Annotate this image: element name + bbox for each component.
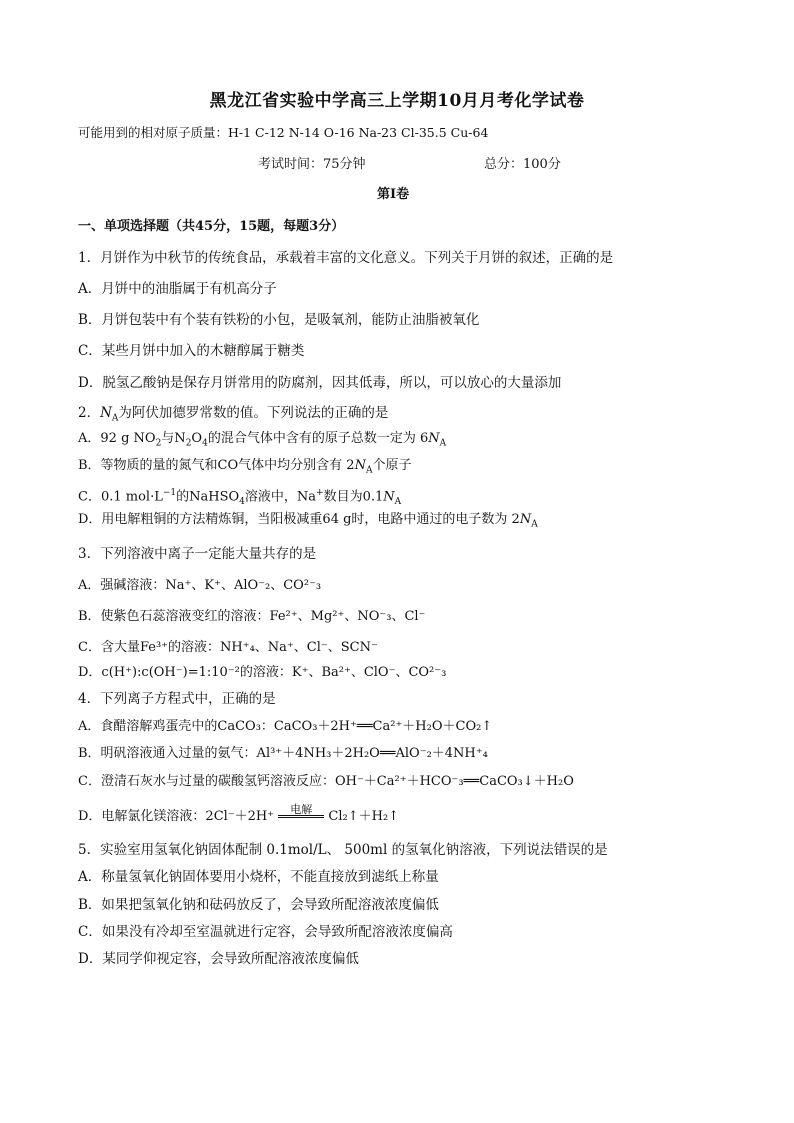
volume-label: 第I卷 (377, 187, 410, 202)
q4-option-a: A．食醋溶解鸡蛋壳中的CaCO₃：CaCO₃＋2H⁺══Ca²⁺＋H₂O＋CO₂↑ (78, 719, 493, 734)
q2-c-post: 溶液中，Na (244, 489, 317, 505)
na-symbol: N (354, 458, 366, 473)
na-subscript: A (394, 496, 402, 507)
q2-option-c: C．0.1 $mol\cdot L^{-1}$的NaHSO$_4$溶液中，Na+数目为$0.1N_A$ (78, 488, 402, 507)
q2-d-pre: D．用电解粗铜的方法精炼铜，当阳极减重64 g时，电路中通过的电子数为 2 (78, 512, 520, 527)
q5-option-b: B．如果把氢氧化钠和砝码放反了，会导致所配溶液浓度偏低 (78, 897, 439, 913)
q5-option-d: D．某同学仰视定容，会导致所配溶液浓度偏低 (78, 951, 359, 967)
q5-option-a: A．称量氢氧化钠固体要用小烧杯，不能直接放到滤纸上称量 (78, 869, 439, 885)
electrolysis-label: 电解 (290, 802, 313, 816)
q2-a-post: 的混合气体中含有的原子总数一定为 6 (207, 431, 429, 446)
exam-title: 黑龙江省实验中学高三上学期10月月考化学试卷 (209, 91, 585, 111)
total-score: 总分：100分 (484, 157, 561, 172)
q2-option-a: A．92 g $NO_2$与$N_2O_4$的混合气体中含有的原子总数一定为 $6N_A$ (78, 431, 447, 449)
q2-a-mid2: O (191, 431, 203, 446)
q5-option-c: C．如果没有冷却至室温就进行定容，会导致所配溶液浓度偏高 (78, 924, 453, 940)
na-symbol: N (383, 489, 395, 505)
q2-c-sup: −1 (162, 488, 177, 498)
q2-stem: 2．$N_A$为阿伏加德罗常数的值。下列说法的正确的是 (78, 405, 389, 424)
q1-option-d: D．脱氢乙酸钠是保存月饼常用的防腐剂，因其低毒，所以，可以放心的大量添加 (78, 375, 562, 391)
q1-option-a: A．月饼中的油脂属于有机高分子 (78, 281, 277, 297)
na-symbol: N (519, 512, 532, 527)
q3-stem: 3．下列溶液中离子一定能大量共存的是 (78, 546, 317, 562)
na-symbol: N (100, 405, 112, 421)
electrolysis-arrow (278, 804, 324, 818)
q4-option-d (78, 802, 400, 826)
q5-stem: 5．实验室用氢氧化钠固体配制 0.1mol/L、 500ml 的氢氧化钠溶液，下列说法错误的是 (78, 842, 608, 858)
q3-option-b: B．使紫色石蕊溶液变红的溶液：Fe²⁺、Mg²⁺、NO⁻₃、Cl⁻ (78, 609, 426, 624)
section-heading: 一、单项选择题（共45分，15题，每题3分） (78, 219, 345, 234)
q1-option-b: B．月饼包装中有个装有铁粉的小包，是吸氧剂，能防止油脂被氧化 (78, 312, 480, 328)
q4-d-post: Cl₂↑＋H₂↑ (328, 809, 400, 824)
q2-c-mid: 的NaHSO (176, 489, 240, 505)
q2-a-mid: 与N (161, 431, 186, 446)
q1-stem: 1．月饼作为中秋节的传统食品，承载着丰富的文化意义。下列关于月饼的叙述，正确的是 (78, 250, 614, 266)
na-symbol: N (428, 431, 440, 446)
q4-stem: 4．下列离子方程式中，正确的是 (78, 691, 276, 707)
na-subscript: A (531, 519, 538, 530)
q4-option-c: C．澄清石灰水与过量的碳酸氢钙溶液反应：OH⁻＋Ca²⁺＋HCO⁻₃══CaCO₃↓＋H₂O (78, 774, 574, 789)
atomic-mass-line: 可能用到的相对原子质量：H-1 C-12 N-14 O-16 Na-23 Cl-35.5 Cu-64 (78, 125, 489, 140)
q1-option-c: C．某些月饼中加入的木糖醇属于糖类 (78, 343, 305, 359)
q2-option-b (78, 457, 411, 480)
exam-time: 考试时间：75分钟 (258, 157, 366, 172)
q2-b-post: 个原子 (372, 458, 412, 473)
q2-b-pre: B．等物质的量的氮气和CO气体中均分别含有 2 (78, 458, 355, 473)
q2-stem-text: 为阿伏加德罗常数的值。下列说法的正确的是 (118, 405, 389, 421)
q2-c-post2: 数目为0.1 (323, 489, 384, 505)
na-subscript: A (439, 438, 447, 449)
na-subscript: A (111, 413, 119, 424)
q3-option-a: A．强碱溶液：Na⁺、K⁺、AlO⁻₂、CO²⁻₃ (78, 578, 322, 593)
q2-a-pre: A．92 g NO (78, 431, 156, 446)
q2-option-d (78, 511, 538, 534)
q3-option-c: C．含大量Fe³⁺的溶液：NH⁺₄、Na⁺、Cl⁻、SCN⁻ (78, 640, 378, 655)
q4-d-pre: D．电解氯化镁溶液：2Cl⁻＋2H⁺ (78, 809, 275, 824)
q4-option-b: B．明矾溶液通入过量的氨气：Al³⁺＋4NH₃＋2H₂O══AlO⁻₂＋4NH⁺₄ (78, 746, 488, 761)
na-subscript: A (365, 465, 373, 476)
q3-option-d: D．c(H⁺):c(OH⁻)=1:10⁻²的溶液：K⁺、Ba²⁺、ClO⁻、CO²⁻₃ (78, 665, 447, 680)
q2-c-pre: C．0.1 mol·L (78, 489, 163, 505)
